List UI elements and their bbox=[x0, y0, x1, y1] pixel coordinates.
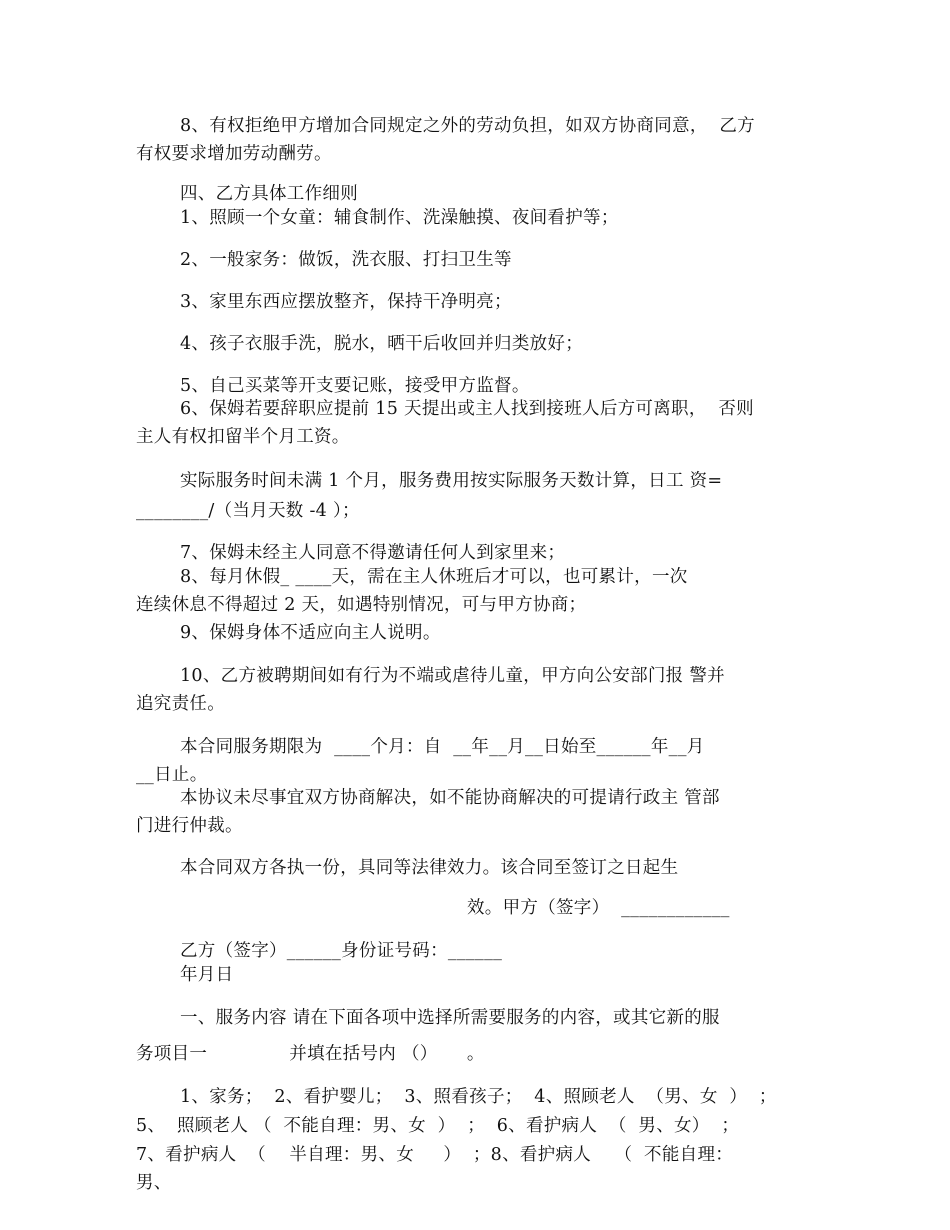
text-line: 实际服务时间未满 1 个月，服务费用按实际服务天数计算，日工 资= bbox=[180, 471, 723, 491]
text-line: 8、每月休假_ ____天，需在主人休班后才可以，也可累计，一次 bbox=[180, 567, 688, 587]
text-line: __日止。 bbox=[136, 765, 208, 785]
text-line: 四、乙方具体工作细则 bbox=[180, 184, 358, 204]
text-line: 9、保姆身体不适应向主人说明。 bbox=[180, 623, 441, 643]
text-line: 2、一般家务：做饭，洗衣服、打扫卫生等 bbox=[180, 250, 512, 270]
text-line: 连续休息不得超过 2 天，如遇特别情况，可与甲方协商； bbox=[136, 595, 587, 615]
text-line: 本合同双方各执一份，具同等法律效力。该合同至签订之日起生 bbox=[180, 858, 679, 878]
text-line: 6、保姆若要辞职应提前 15 天提出或主人找到接班人后方可离职， 否则 bbox=[180, 399, 754, 419]
text-line: 7、保姆未经主人同意不得邀请任何人到家里来； bbox=[180, 543, 566, 563]
text-line: 8、有权拒绝甲方增加合同规定之外的劳动负担，如双方协商同意， 乙方 bbox=[180, 116, 755, 136]
text-line: 有权要求增加劳动酬劳。 bbox=[136, 144, 332, 164]
text-line: 本合同服务期限为 ____个月：自 __年__月__日始至______年__月 bbox=[180, 737, 705, 757]
text-line: 一、服务内容 请在下面各项中选择所需要服务的内容，或其它新的服 bbox=[180, 1008, 720, 1028]
text-line: 务项目一 并填在括号内 （） 。 bbox=[136, 1044, 485, 1064]
text-line: ________/（当月天数 -4 ）； bbox=[136, 501, 360, 521]
text-line: 追究责任。 bbox=[136, 694, 225, 714]
text-line: 本协议未尽事宜双方协商解决，如不能协商解决的可提请行政主 管部 bbox=[180, 788, 720, 808]
text-line: 男、 bbox=[136, 1173, 172, 1193]
text-line: 年月日 bbox=[180, 965, 234, 985]
text-line: 5、自己买菜等开支要记账，接受甲方监督。 bbox=[180, 376, 530, 396]
text-line: 3、家里东西应摆放整齐，保持干净明亮； bbox=[180, 292, 512, 312]
text-line: 4、孩子衣服手洗，脱水，晒干后收回并归类放好； bbox=[180, 334, 584, 354]
text-line: 10、乙方被聘期间如有行为不端或虐待儿童，甲方向公安部门报 警并 bbox=[180, 666, 725, 686]
text-line: 乙方（签字）______身份证号码：______ bbox=[180, 941, 503, 961]
text-line: 门进行仲裁。 bbox=[136, 816, 243, 836]
text-line: 主人有权扣留半个月工资。 bbox=[136, 427, 350, 447]
text-line: 1、家务； 2、看护婴儿； 3、照看孩子； 4、照顾老人 （男、女 ） ； bbox=[180, 1087, 777, 1107]
text-line: 1、照顾一个女童：辅食制作、洗澡触摸、夜间看护等； bbox=[180, 208, 619, 228]
text-line: 7、看护病人 （ 半自理：男、女 ） ；8、看护病人 （ 不能自理： bbox=[136, 1145, 734, 1165]
text-line: 5、 照顾老人 （ 不能自理：男、女 ） ； 6、看护病人 （ 男、女） ； bbox=[136, 1116, 740, 1136]
text-line: 效。甲方（签字） ____________ bbox=[467, 898, 730, 918]
